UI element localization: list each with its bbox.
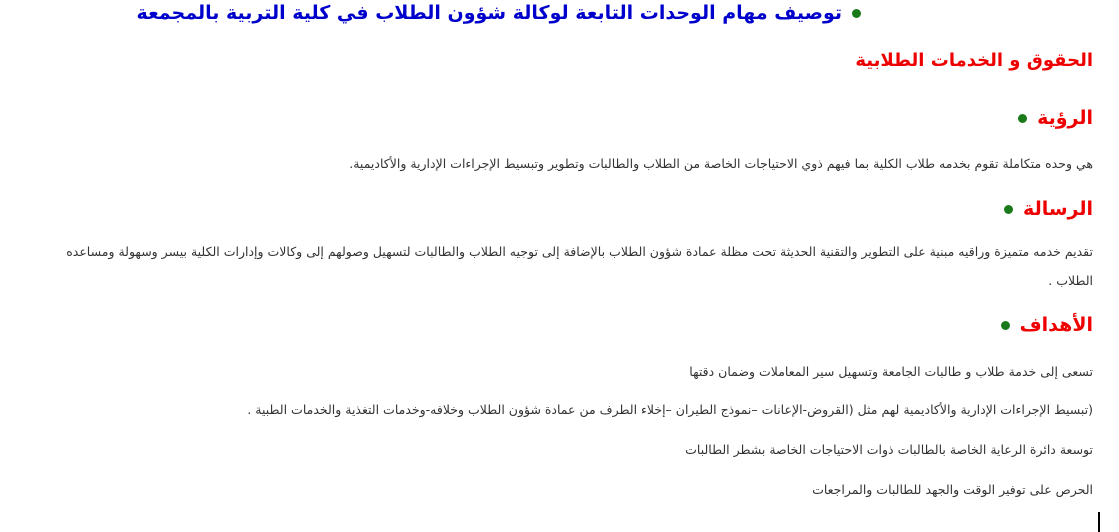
mission-heading-text: الرسالة	[1023, 198, 1093, 220]
mission-text-line-2: الطلاب .	[1048, 273, 1093, 288]
goals-heading	[1001, 314, 1093, 336]
rights-services-title	[855, 50, 1093, 71]
goal-item: توسعة دائرة الرعاية الخاصة بالطالبات ذوات الاحتياجات الخاصة بشطر الطالبات	[685, 442, 1093, 457]
bullet-icon	[1004, 205, 1013, 214]
bullet-icon	[1018, 114, 1027, 123]
vision-heading-text: الرؤية	[1037, 107, 1093, 129]
goal-item: (تبسيط الإجراءات الإدارية والأكاديمية لهم مثل (القروض-الإعانات –نموذج الطيران –إخلاء الطرف من عمادة شؤون الطلاب وخلافه-وخدمات التغذية والخدمات الطبية .	[247, 402, 1093, 417]
goal-item: تسعى إلى خدمة طلاب و طالبات الجامعة وتسهيل سير المعاملات وضمان دقتها	[689, 364, 1093, 379]
goal-item: الحرص على توفير الوقت والجهد للطالبات والمراجعات	[812, 482, 1093, 497]
mission-heading	[1004, 198, 1093, 220]
bullet-icon	[1001, 321, 1010, 330]
goals-heading-text: الأهداف	[1019, 314, 1093, 336]
vision-text: هي وحده متكاملة تقوم بخدمه طلاب الكلية بما فيهم ذوي الاحتياجات الخاصة من الطلاب والطالبات وتطوير وتبسيط الإجراءات الإدارية والأكاديمية.	[349, 156, 1093, 171]
rights-services-title-text: الحقوق و الخدمات الطلابية	[855, 50, 1093, 71]
page-edge-mark	[1098, 512, 1100, 532]
mission-text-line-1: تقديم خدمه متميزة وراقيه مبنية على التطوير والتقنية الحديثة تحت مظلة عمادة شؤون الطلاب بالإضافة إلى توجيه الطلاب والطالبات لتسهيل وصولهم إلى وكالات وإدارات الكلية بيسر وسهولة ومساعده	[66, 244, 1093, 259]
vision-heading	[1018, 107, 1093, 129]
bullet-icon	[852, 9, 861, 18]
main-title-text: توصيف مهام الوحدات التابعة لوكالة شؤون الطلاب في كلية التربية بالمجمعة	[136, 2, 842, 24]
main-title	[137, 2, 861, 24]
